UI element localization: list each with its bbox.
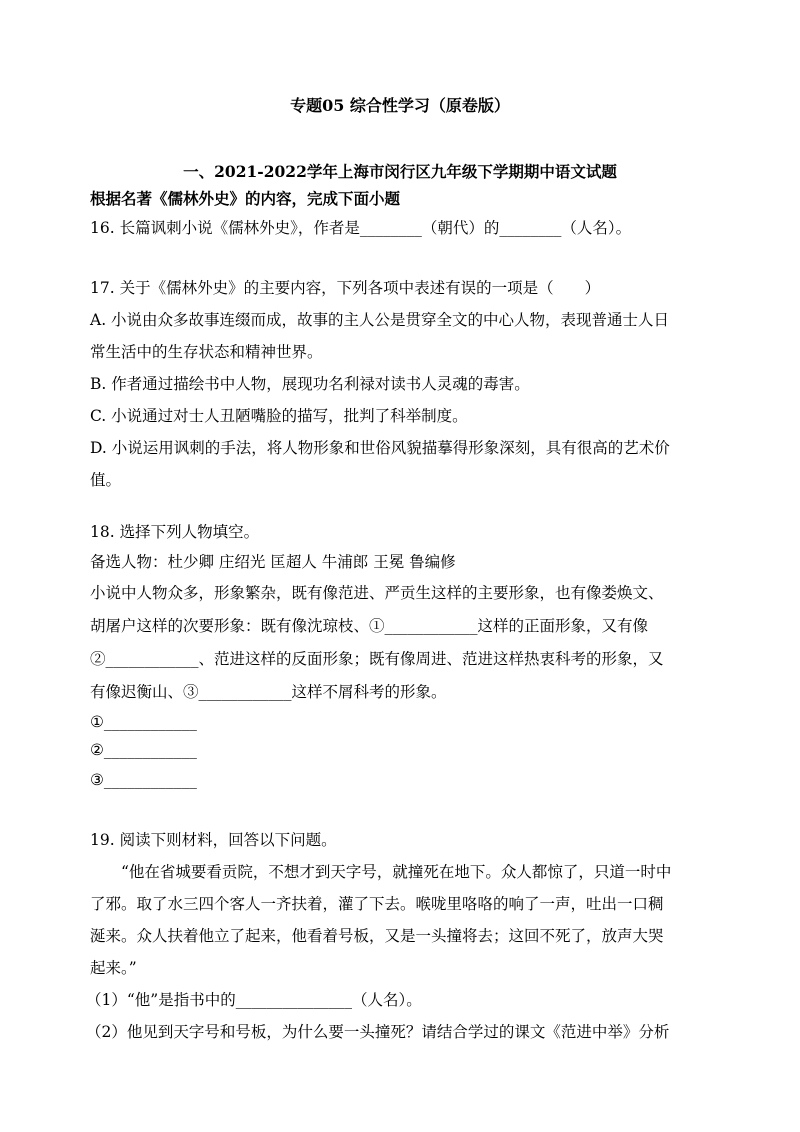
question-19-material-line4: 起来。” (90, 959, 137, 977)
section-instruction: 根据名著《儒林外史》的内容，完成下面小题 (90, 189, 401, 208)
question-18-options: 备选人物：杜少卿 庄绍光 匡超人 牛浦郎 王冕 鲁编修 (90, 553, 456, 571)
question-19-sub-1: （1）“他”是指书中的_______________（人名）。 (86, 991, 422, 1009)
question-17-option-d: D. 小说运用讽刺的手法，将人物形象和世俗风貌描摹得形象深刻，具有很高的艺术价 (90, 439, 670, 457)
question-19-sub-2: （2）他见到天字号和号板，为什么要一头撞死？请结合学过的课文《范进中举》分析 (86, 1023, 670, 1041)
question-19-material-line2: 了邪。取了水三四个客人一齐扶着，灌了下去。喉咙里咯咯的响了一声，吐出一口稠 (90, 895, 664, 913)
question-18-paragraph-line1: 小说中人物众多，形象繁杂，既有像范进、严贡生这样的主要形象，也有像娄焕文、 (90, 584, 664, 602)
question-18-blank-1: ①____________ (90, 713, 197, 731)
question-19-material-line3: 涎来。众人扶着他立了起来，他看着号板，又是一头撞将去；这回不死了，放声大哭 (90, 927, 664, 945)
question-16: 16. 长篇讽刺小说《儒林外史》，作者是________（朝代）的________（人名）。 (90, 219, 632, 237)
question-18-paragraph-line2: 胡屠户这样的次要形象：既有像沈琼枝、①____________这样的正面形象，又有像 (90, 617, 649, 635)
question-18-paragraph-line4: 有像迟衡山、③____________这样不屑科考的形象。 (90, 683, 447, 701)
question-17-option-b: B. 作者通过描绘书中人物，展现功名利禄对读书人灵魂的毒害。 (90, 375, 530, 393)
question-17-option-a-cont: 常生活中的生存状态和精神世界。 (90, 343, 323, 361)
question-17-option-d-cont: 值。 (90, 471, 122, 489)
question-17-stem: 17. 关于《儒林外史》的主要内容，下列各项中表述有误的一项是（ ） (90, 279, 601, 297)
question-19-stem: 19. 阅读下则材料，回答以下问题。 (90, 831, 337, 849)
section-heading: 一、2021-2022学年上海市闵行区九年级下学期期中语文试题 (183, 162, 617, 181)
question-17-option-c: C. 小说通过对士人丑陋嘴脸的描写，批判了科举制度。 (90, 407, 468, 425)
question-18-blank-3: ③____________ (90, 771, 197, 789)
question-19-material-line1: “他在省城要看贡院，不想才到天字号，就撞死在地下。众人都惊了，只道一时中 (90, 863, 672, 881)
question-18-stem: 18. 选择下列人物填空。 (90, 523, 260, 541)
question-18-blank-2: ②____________ (90, 741, 197, 759)
page-title: 专题05 综合性学习（原卷版） (290, 96, 510, 115)
question-17-option-a: A. 小说由众多故事连缀而成，故事的主人公是贯穿全文的中心人物，表现普通士人日 (90, 311, 670, 329)
question-18-paragraph-line3: ②____________、范进这样的反面形象；既有像周进、范进这样热衷科考的形象，又 (90, 650, 664, 668)
